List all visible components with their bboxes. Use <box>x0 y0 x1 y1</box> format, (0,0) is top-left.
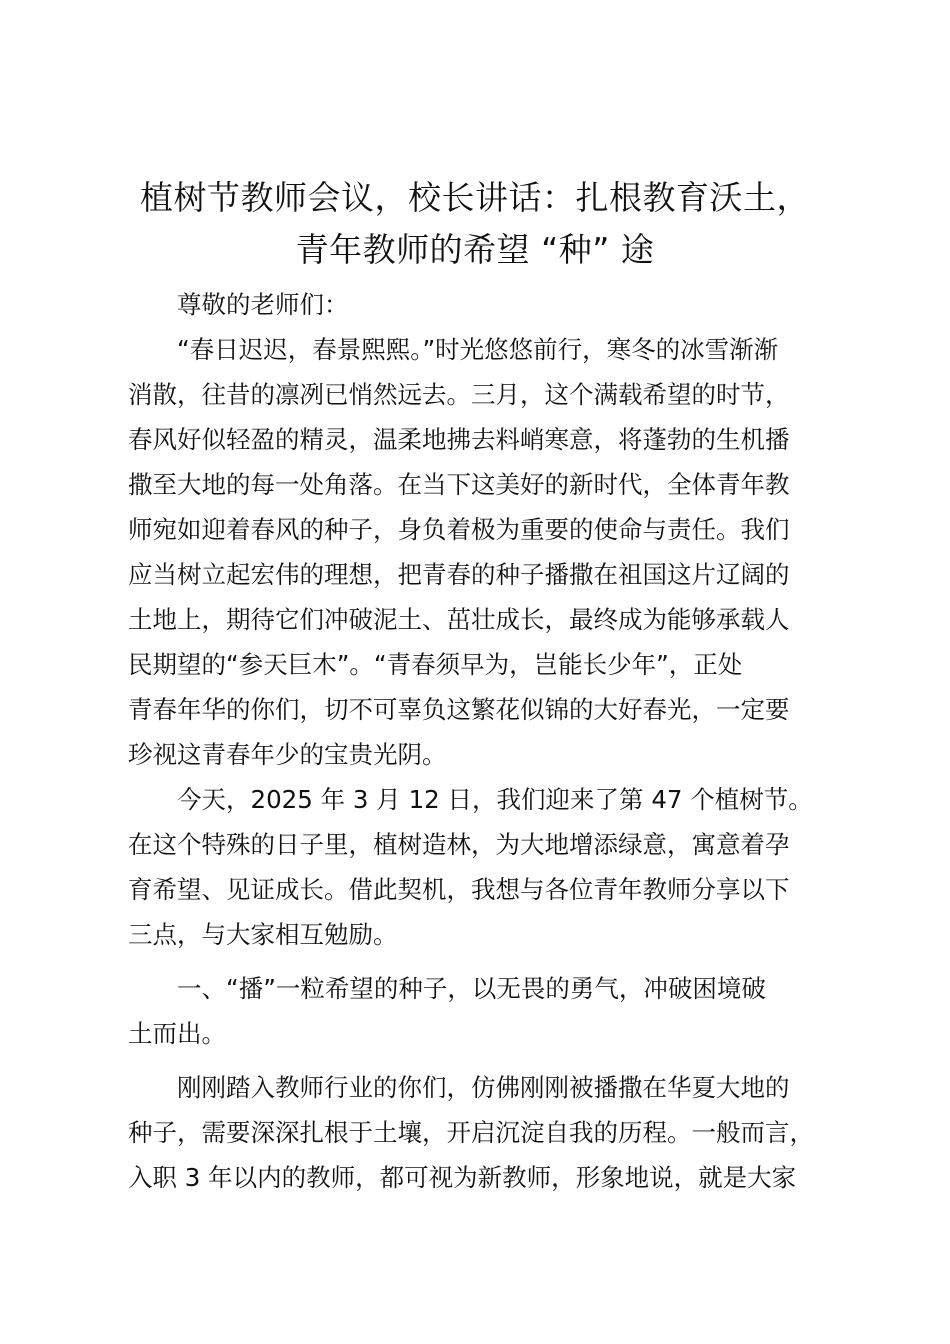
document-body <box>128 282 834 1200</box>
paragraph-line: 今天，2025 年 3 月 12 日，我们迎来了第 47 个植树节。 <box>177 785 813 814</box>
paragraph-line: 在这个特殊的日子里，植树造林，为大地增添绿意，寓意着孕 <box>128 830 790 859</box>
paragraph-line: 刚刚踏入教师行业的你们，仿佛刚刚被播撒在华夏大地的 <box>177 1073 790 1102</box>
paragraph-line: 种子，需要深深扎根于土壤，开启沉淀自我的历程。一般而言， <box>128 1118 814 1147</box>
section-1-heading <box>128 966 834 1056</box>
paragraph-line: 青春年华的你们，切不可辜负这繁花似锦的大好春光，一定要 <box>128 695 790 724</box>
spacer <box>128 957 834 966</box>
document-title <box>100 172 850 276</box>
heading-line: 一、“播”一粒希望的种子，以无畏的勇气，冲破困境破 <box>177 974 766 1003</box>
paragraph-line: 春风好似轻盈的精灵，温柔地拂去料峭寒意，将蓬勃的生机播 <box>128 425 790 454</box>
paragraph-line: 师宛如迎着春风的种子，身负着极为重要的使命与责任。我们 <box>128 515 790 544</box>
paragraph-line: 民期望的“参天巨木”。“青春须早为，岂能长少年”，正处 <box>128 650 743 679</box>
paragraph-line: 入职 3 年以内的教师，都可视为新教师，形象地说，就是大家 <box>128 1163 797 1192</box>
paragraph-line: 应当树立起宏伟的理想，把青春的种子播撒在祖国这片辽阔的 <box>128 560 790 589</box>
paragraph-line: 育希望、见证成长。借此契机，我想与各位青年教师分享以下 <box>128 875 790 904</box>
paragraph-line: 消散，往昔的凛冽已悄然远去。三月，这个满载希望的时节， <box>128 380 790 409</box>
title-line-2: 青年教师的希望 “种” 途 <box>295 230 655 269</box>
title-line-1: 植树节教师会议，校长讲话：扎根教育沃土， <box>140 178 810 217</box>
heading-line: 土而出。 <box>128 1019 226 1048</box>
paragraph-1 <box>128 327 834 777</box>
paragraph-2 <box>128 777 834 957</box>
salutation: 尊敬的老师们： <box>177 290 349 319</box>
paragraph-line: 撒至大地的每一处角落。在当下这美好的新时代，全体青年教 <box>128 470 790 499</box>
paragraph-line: 土地上，期待它们冲破泥土、茁壮成长，最终成为能够承载人 <box>128 605 790 634</box>
paragraph-line: 珍视这青春年少的宝贵光阴。 <box>128 740 447 769</box>
paragraph-3 <box>128 1065 834 1200</box>
paragraph-line: 三点，与大家相互勉励。 <box>128 920 398 949</box>
paragraph-line: “春日迟迟，春景熙熙。”时光悠悠前行，寒冬的冰雪渐渐 <box>177 335 779 364</box>
spacer <box>128 1056 834 1065</box>
